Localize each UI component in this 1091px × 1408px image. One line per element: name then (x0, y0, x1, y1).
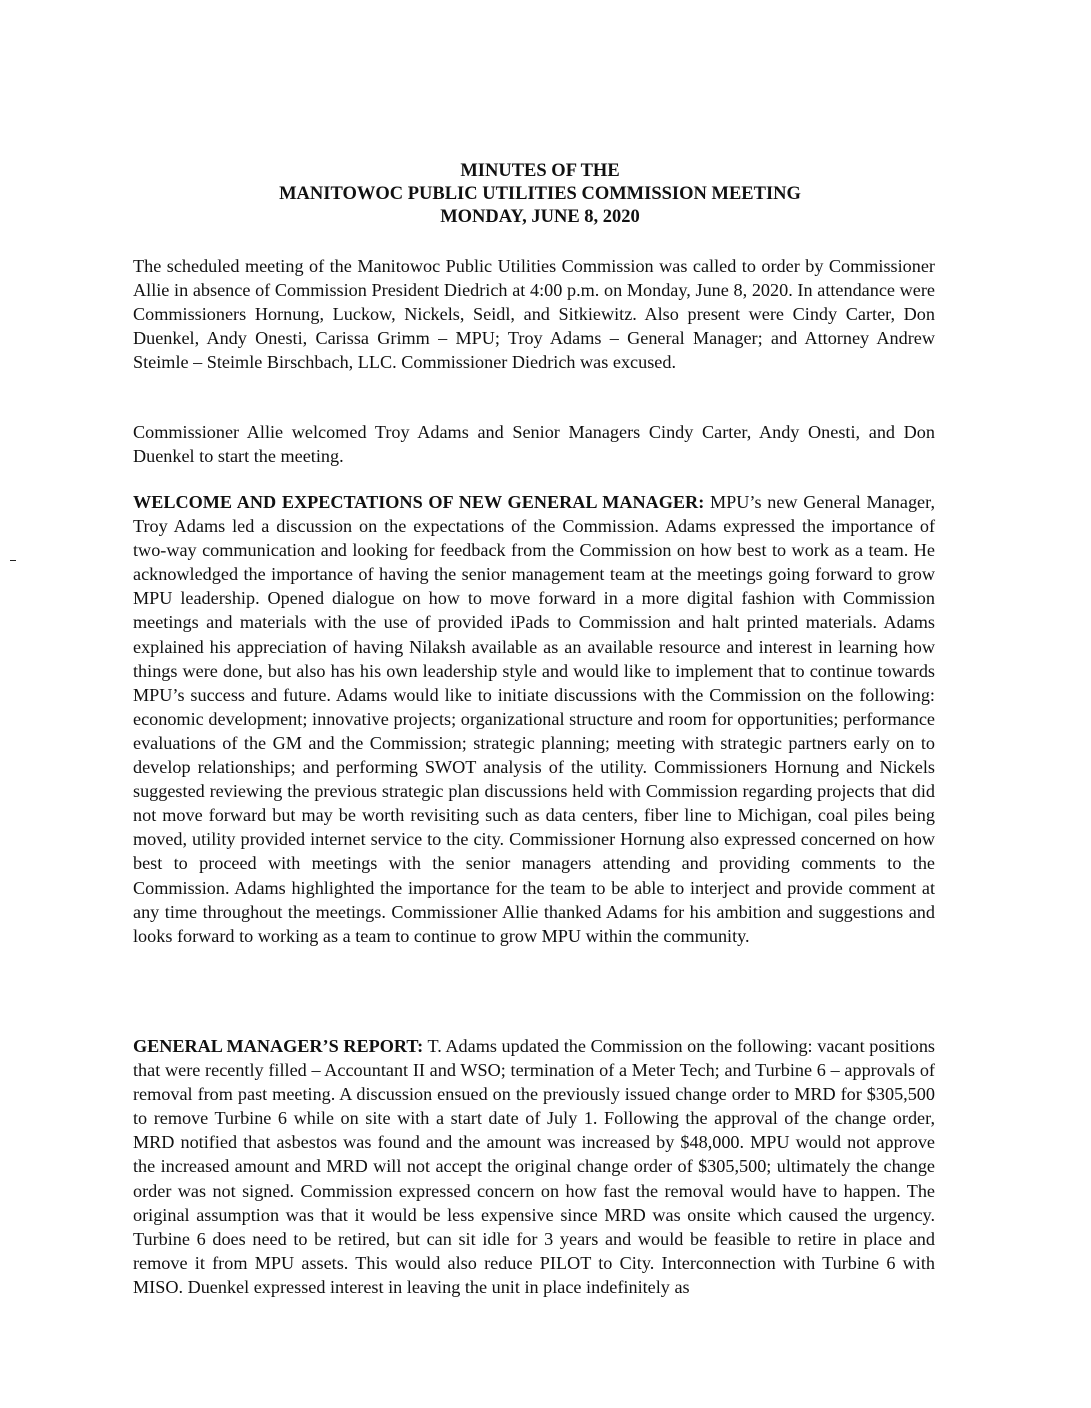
section-heading-welcome-expectations: WELCOME AND EXPECTATIONS OF NEW GENERAL MANAGER: (133, 492, 705, 512)
title-line-2: MANITOWOC PUBLIC UTILITIES COMMISSION MEETING (279, 184, 801, 204)
paragraph-call-to-order (133, 254, 935, 374)
title-line-1: MINUTES OF THE (460, 161, 620, 181)
paragraph-welcome (133, 420, 935, 468)
scan-artifact (10, 560, 16, 561)
paragraph-text: Commissioner Allie welcomed Troy Adams and Senior Managers Cindy Carter, Andy Onesti, and Don Duenkel to start the meeting. (133, 422, 935, 467)
document-title (130, 160, 950, 229)
title-line-3: MONDAY, JUNE 8, 2020 (440, 207, 640, 227)
paragraph-new-gm-expectations (133, 490, 935, 948)
paragraph-text: MPU’s new General Manager, Troy Adams led a discussion on the expectations of the Commission. Adams expressed the importance of two-way communication and looking for feedback from the Commission on how best to work as a team. He acknowledged the importance of having the senior management team at the meetings going forward to grow MPU leadership. Opened dialogue on how to move forward in a more digital fashion with Commission meetings and materials with the use of provided iPads to Commission and halt printed materials. Adams explained his appreciation of having Nilaksh available as an available resource and interest in learning how things were done, but also has his own leadership style and would like to implement that to continue towards MPU’s success and future. Adams would like to initiate discussions with the Commission on the following: economic development; innovative projects; organizational structure and room for opportunities; performance evaluations of the GM and the Commission; strategic planning; meeting with strategic partners early on to develop relationships; and performing SWOT analysis of the utility. Commissioners Hornung and Nickels suggested reviewing the previous strategic plan discussions held with Commission regarding projects that did not move forward but may be worth revisiting such as data centers, fiber line to Michigan, coal piles being moved, utility provided internet service to the city. Commissioner Hornung also expressed concerned on how best to proceed with meetings with the senior managers attending and providing comments to the Commission. Adams highlighted the importance for the team to be able to interject and provide comment at any time throughout the meetings. Commissioner Allie thanked Adams for his ambition and suggestions and looks forward to working as a team to continue to grow MPU within the community. (133, 492, 935, 946)
section-heading-gm-report: GENERAL MANAGER’S REPORT: (133, 1036, 424, 1056)
paragraph-text: The scheduled meeting of the Manitowoc Public Utilities Commission was called to order by Commissioner Allie in absence of Commission President Diedrich at 4:00 p.m. on Monday, June 8, 2020. In attendance were Commissioners Hornung, Luckow, Nickels, Seidl, and Sitkiewitz. Also present were Cindy Carter, Don Duenkel, Andy Onesti, Carissa Grimm – MPU; Troy Adams – General Manager; and Attorney Andrew Steimle – Steimle Birschbach, LLC. Commissioner Diedrich was excused. (133, 256, 935, 373)
paragraph-gm-report (133, 1034, 935, 1299)
paragraph-text: T. Adams updated the Commission on the following: vacant positions that were recently filled – Accountant II and WSO; termination of a Meter Tech; and Turbine 6 – approvals of removal from past meeting. A discussion ensued on the previously issued change order to MRD for $305,500 to remove Turbine 6 while on site with a start date of July 1. Following the approval of the change order, MRD notified that asbestos was found and the amount was increased by $48,000. MPU would not approve the increased amount and MRD will not accept the original change order of $305,500; ultimately the change order was not signed. Commission expressed concern on how fast the removal would have to happen. The original assumption was that it would be less expensive since MRD was onsite which caused the urgency. Turbine 6 does need to be retired, but can sit idle for 3 years and would be feasible to retire in place and remove it from MPU assets. This would also reduce PILOT to City. Interconnection with Turbine 6 with MISO. Duenkel expressed interest in leaving the unit in place indefinitely as (133, 1036, 935, 1297)
